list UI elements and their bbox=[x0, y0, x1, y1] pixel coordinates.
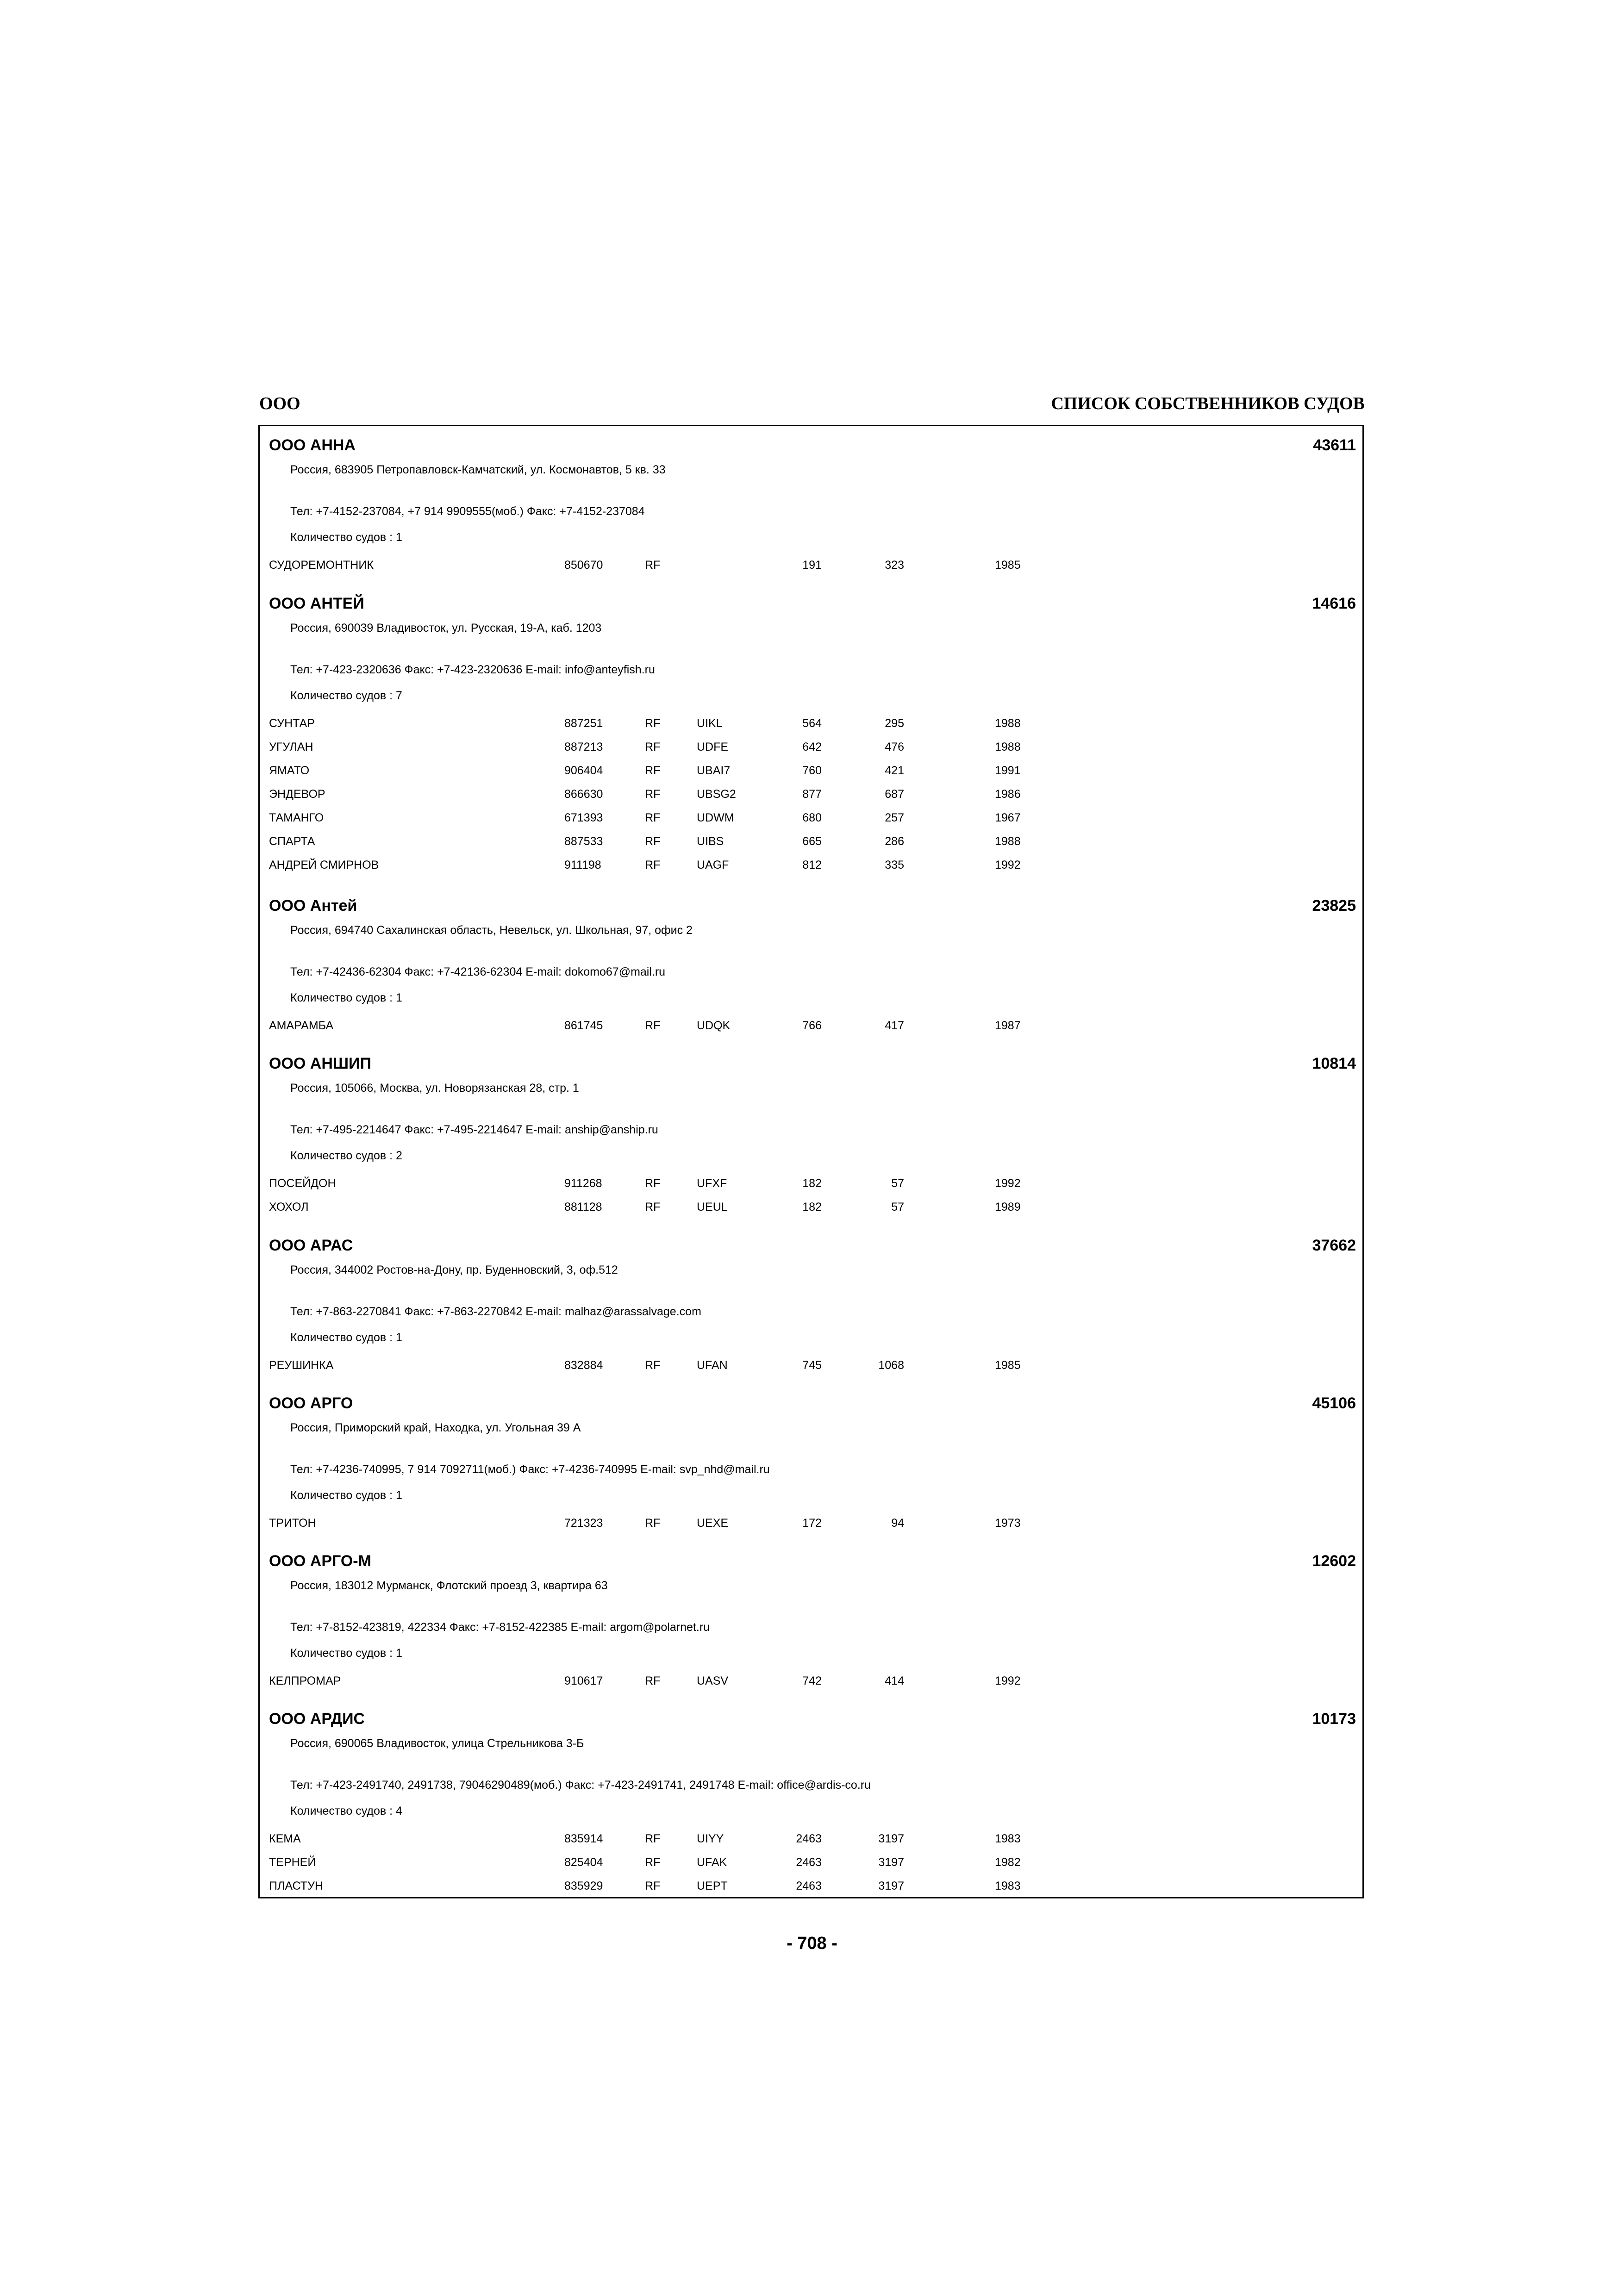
owner-name: ООО АННА bbox=[269, 436, 356, 454]
vessel-year: 1982 bbox=[995, 1856, 1021, 1869]
vessel-callsign: UEXE bbox=[697, 1517, 729, 1530]
vessel-row bbox=[260, 1879, 1362, 1903]
vessel-name: ТРИТОН bbox=[269, 1517, 316, 1530]
vessel-number: 911198 bbox=[564, 859, 601, 871]
owner-name: ООО АНТЕЙ bbox=[269, 595, 364, 612]
vessel-flag: RF bbox=[645, 1177, 661, 1190]
vessel-name: ЯМАТО bbox=[269, 764, 310, 777]
vessel-flag: RF bbox=[645, 811, 661, 824]
vessel-deadweight: 323 bbox=[885, 559, 904, 572]
vessel-callsign: UFXF bbox=[697, 1177, 727, 1190]
vessel-row bbox=[260, 859, 1362, 882]
vessel-callsign: UEPT bbox=[697, 1879, 728, 1892]
vessel-callsign: UIYY bbox=[697, 1832, 724, 1845]
vessel-gross-tonnage: 665 bbox=[802, 835, 822, 848]
vessel-callsign: UDQK bbox=[697, 1019, 731, 1032]
vessel-callsign: UBAI7 bbox=[697, 764, 731, 777]
vessel-year: 1992 bbox=[995, 859, 1021, 871]
owner-address: Россия, Приморский край, Находка, ул. Угольная 39 А bbox=[290, 1421, 581, 1434]
vessel-flag: RF bbox=[645, 1019, 661, 1032]
owner-address: Россия, 344002 Ростов-на-Дону, пр. Буденновский, 3, оф.512 bbox=[290, 1263, 618, 1276]
vessel-deadweight: 3197 bbox=[878, 1856, 904, 1869]
vessel-year: 1985 bbox=[995, 1359, 1021, 1372]
vessel-callsign: UFAK bbox=[697, 1856, 727, 1869]
owner-contact: Тел: +7-4152-237084, +7 914 9909555(моб.) Факс: +7-4152-237084 bbox=[290, 505, 645, 518]
owner-name: ООО Антей bbox=[269, 897, 357, 915]
vessel-deadweight: 286 bbox=[885, 835, 904, 848]
owner-contact: Тел: +7-495-2214647 Факс: +7-495-2214647 E-mail: anship@anship.ru bbox=[290, 1123, 658, 1136]
vessel-name: КЕЛПРОМАР bbox=[269, 1674, 341, 1687]
owner-id: 23825 bbox=[1312, 897, 1356, 915]
vessel-deadweight: 476 bbox=[885, 740, 904, 753]
vessel-name: СУНТАР bbox=[269, 717, 315, 730]
vessel-flag: RF bbox=[645, 1359, 661, 1372]
header-right: СПИСОК СОБСТВЕННИКОВ СУДОВ bbox=[1051, 394, 1365, 413]
vessel-gross-tonnage: 745 bbox=[802, 1359, 822, 1372]
vessel-gross-tonnage: 766 bbox=[802, 1019, 822, 1032]
owner-name: ООО АРГО-М bbox=[269, 1552, 371, 1570]
vessel-flag: RF bbox=[645, 1832, 661, 1845]
vessel-year: 1986 bbox=[995, 788, 1021, 801]
vessel-row bbox=[260, 1832, 1362, 1855]
vessel-deadweight: 257 bbox=[885, 811, 904, 824]
vessel-number: 832884 bbox=[564, 1359, 603, 1372]
owner-name: ООО АНШИП bbox=[269, 1055, 371, 1072]
vessel-count: Количество судов : 1 bbox=[290, 1489, 402, 1502]
vessel-deadweight: 417 bbox=[885, 1019, 904, 1032]
vessel-number: 721323 bbox=[564, 1517, 603, 1530]
vessel-name: ХОХОЛ bbox=[269, 1201, 309, 1213]
vessel-gross-tonnage: 680 bbox=[802, 811, 822, 824]
vessel-deadweight: 335 bbox=[885, 859, 904, 871]
vessel-row bbox=[260, 717, 1362, 740]
vessel-year: 1983 bbox=[995, 1879, 1021, 1892]
owner-name: ООО АРАС bbox=[269, 1237, 353, 1254]
vessel-flag: RF bbox=[645, 1517, 661, 1530]
vessel-number: 835914 bbox=[564, 1832, 603, 1845]
vessel-year: 1988 bbox=[995, 740, 1021, 753]
vessel-number: 866630 bbox=[564, 788, 603, 801]
owner-contact: Тел: +7-423-2320636 Факс: +7-423-2320636 E-mail: info@anteyfish.ru bbox=[290, 663, 655, 676]
vessel-callsign: UDFE bbox=[697, 740, 729, 753]
vessel-year: 1983 bbox=[995, 1832, 1021, 1845]
vessel-callsign: UFAN bbox=[697, 1359, 728, 1372]
vessel-flag: RF bbox=[645, 788, 661, 801]
vessel-gross-tonnage: 182 bbox=[802, 1201, 822, 1213]
vessel-name: ПОСЕЙДОН bbox=[269, 1177, 336, 1190]
vessel-row bbox=[260, 740, 1362, 764]
vessel-gross-tonnage: 642 bbox=[802, 740, 822, 753]
vessel-count: Количество судов : 2 bbox=[290, 1149, 402, 1162]
vessel-number: 906404 bbox=[564, 764, 603, 777]
owner-address: Россия, 105066, Москва, ул. Новорязанская 28, стр. 1 bbox=[290, 1082, 579, 1095]
vessel-number: 887213 bbox=[564, 740, 603, 753]
owner-name: ООО АРГО bbox=[269, 1394, 353, 1412]
vessel-gross-tonnage: 877 bbox=[802, 788, 822, 801]
vessel-gross-tonnage: 742 bbox=[802, 1674, 822, 1687]
vessel-name: АНДРЕЙ СМИРНОВ bbox=[269, 859, 379, 871]
vessel-deadweight: 414 bbox=[885, 1674, 904, 1687]
owner-id: 45106 bbox=[1312, 1394, 1356, 1412]
vessel-gross-tonnage: 564 bbox=[802, 717, 822, 730]
vessel-row bbox=[260, 1177, 1362, 1200]
vessel-name: ТЕРНЕЙ bbox=[269, 1856, 316, 1869]
owner-id: 12602 bbox=[1312, 1552, 1356, 1570]
vessel-number: 861745 bbox=[564, 1019, 603, 1032]
owner-address: Россия, 694740 Сахалинская область, Невельск, ул. Школьная, 97, офис 2 bbox=[290, 924, 693, 937]
vessel-row bbox=[260, 1856, 1362, 1879]
vessel-number: 887533 bbox=[564, 835, 603, 848]
vessel-name: УГУЛАН bbox=[269, 740, 313, 753]
vessel-flag: RF bbox=[645, 1856, 661, 1869]
vessel-year: 1992 bbox=[995, 1177, 1021, 1190]
vessel-row bbox=[260, 1019, 1362, 1042]
header-left: ООО bbox=[259, 394, 300, 413]
owner-id: 10814 bbox=[1312, 1055, 1356, 1072]
vessel-name: ТАМАНГО bbox=[269, 811, 324, 824]
vessel-name: ПЛАСТУН bbox=[269, 1879, 323, 1892]
vessel-callsign: UBSG2 bbox=[697, 788, 736, 801]
vessel-year: 1967 bbox=[995, 811, 1021, 824]
vessel-deadweight: 1068 bbox=[878, 1359, 904, 1372]
vessel-deadweight: 421 bbox=[885, 764, 904, 777]
vessel-flag: RF bbox=[645, 764, 661, 777]
vessel-row bbox=[260, 811, 1362, 834]
owner-contact: Тел: +7-8152-423819, 422334 Факс: +7-8152-422385 E-mail: argom@polarnet.ru bbox=[290, 1621, 710, 1634]
vessel-gross-tonnage: 182 bbox=[802, 1177, 822, 1190]
vessel-row bbox=[260, 1674, 1362, 1698]
owner-name: ООО АРДИС bbox=[269, 1710, 365, 1728]
owners-list-frame bbox=[258, 425, 1364, 1898]
vessel-flag: RF bbox=[645, 835, 661, 848]
vessel-row bbox=[260, 1201, 1362, 1224]
vessel-number: 887251 bbox=[564, 717, 603, 730]
vessel-row bbox=[260, 835, 1362, 858]
vessel-callsign: UIKL bbox=[697, 717, 723, 730]
owner-id: 43611 bbox=[1313, 436, 1356, 454]
vessel-gross-tonnage: 760 bbox=[802, 764, 822, 777]
vessel-year: 1985 bbox=[995, 559, 1021, 572]
vessel-number: 825404 bbox=[564, 1856, 603, 1869]
vessel-callsign: UIBS bbox=[697, 835, 724, 848]
vessel-callsign: UEUL bbox=[697, 1201, 728, 1213]
vessel-row bbox=[260, 1359, 1362, 1382]
vessel-deadweight: 295 bbox=[885, 717, 904, 730]
vessel-number: 671393 bbox=[564, 811, 603, 824]
owner-contact: Тел: +7-423-2491740, 2491738, 79046290489(моб.) Факс: +7-423-2491741, 2491748 E-mail: office@ardis-co.ru bbox=[290, 1779, 871, 1792]
vessel-year: 1988 bbox=[995, 835, 1021, 848]
vessel-flag: RF bbox=[645, 717, 661, 730]
vessel-flag: RF bbox=[645, 559, 661, 572]
vessel-name: РЕУШИНКА bbox=[269, 1359, 334, 1372]
vessel-count: Количество судов : 4 bbox=[290, 1804, 402, 1817]
vessel-count: Количество судов : 1 bbox=[290, 991, 402, 1004]
vessel-number: 911268 bbox=[564, 1177, 602, 1190]
vessel-number: 835929 bbox=[564, 1879, 603, 1892]
page-number: - 708 - bbox=[787, 1934, 837, 1953]
vessel-name: КЕМА bbox=[269, 1832, 301, 1845]
vessel-row bbox=[260, 559, 1362, 582]
vessel-year: 1973 bbox=[995, 1517, 1021, 1530]
vessel-year: 1989 bbox=[995, 1201, 1021, 1213]
vessel-gross-tonnage: 2463 bbox=[796, 1832, 822, 1845]
owner-address: Россия, 683905 Петропавловск-Камчатский, ул. Космонавтов, 5 кв. 33 bbox=[290, 463, 666, 476]
vessel-flag: RF bbox=[645, 740, 661, 753]
vessel-gross-tonnage: 812 bbox=[802, 859, 822, 871]
vessel-gross-tonnage: 2463 bbox=[796, 1856, 822, 1869]
owner-contact: Тел: +7-4236-740995, 7 914 7092711(моб.) Факс: +7-4236-740995 E-mail: svp_nhd@mail.ru bbox=[290, 1463, 770, 1476]
vessel-year: 1987 bbox=[995, 1019, 1021, 1032]
vessel-deadweight: 3197 bbox=[878, 1832, 904, 1845]
vessel-flag: RF bbox=[645, 1674, 661, 1687]
vessel-year: 1992 bbox=[995, 1674, 1021, 1687]
vessel-count: Количество судов : 1 bbox=[290, 1647, 402, 1660]
vessel-callsign: UAGF bbox=[697, 859, 729, 871]
vessel-count: Количество судов : 7 bbox=[290, 689, 402, 702]
vessel-name: СПАРТА bbox=[269, 835, 315, 848]
vessel-deadweight: 57 bbox=[891, 1177, 904, 1190]
vessel-deadweight: 687 bbox=[885, 788, 904, 801]
vessel-count: Количество судов : 1 bbox=[290, 531, 402, 544]
vessel-gross-tonnage: 2463 bbox=[796, 1879, 822, 1892]
vessel-flag: RF bbox=[645, 1201, 661, 1213]
vessel-deadweight: 3197 bbox=[878, 1879, 904, 1892]
vessel-flag: RF bbox=[645, 859, 661, 871]
vessel-row bbox=[260, 1517, 1362, 1540]
owner-contact: Тел: +7-42436-62304 Факс: +7-42136-62304 E-mail: dokomo67@mail.ru bbox=[290, 965, 666, 978]
vessel-name: ЭНДЕВОР bbox=[269, 788, 325, 801]
vessel-year: 1991 bbox=[995, 764, 1021, 777]
owner-address: Россия, 690065 Владивосток, улица Стрельникова 3-Б bbox=[290, 1737, 584, 1750]
vessel-deadweight: 57 bbox=[891, 1201, 904, 1213]
owner-id: 37662 bbox=[1312, 1237, 1356, 1254]
vessel-number: 881128 bbox=[564, 1201, 602, 1213]
vessel-flag: RF bbox=[645, 1879, 661, 1892]
owner-id: 14616 bbox=[1312, 595, 1356, 612]
vessel-number: 910617 bbox=[564, 1674, 603, 1687]
vessel-row bbox=[260, 764, 1362, 787]
vessel-name: СУДОРЕМОНТНИК bbox=[269, 559, 374, 572]
vessel-gross-tonnage: 172 bbox=[802, 1517, 822, 1530]
vessel-callsign: UASV bbox=[697, 1674, 729, 1687]
vessel-name: АМАРАМБА bbox=[269, 1019, 334, 1032]
vessel-deadweight: 94 bbox=[891, 1517, 904, 1530]
vessel-gross-tonnage: 191 bbox=[802, 559, 822, 572]
vessel-callsign: UDWM bbox=[697, 811, 734, 824]
vessel-year: 1988 bbox=[995, 717, 1021, 730]
vessel-row bbox=[260, 788, 1362, 811]
owner-address: Россия, 183012 Мурманск, Флотский проезд 3, квартира 63 bbox=[290, 1579, 608, 1592]
vessel-number: 850670 bbox=[564, 559, 603, 572]
vessel-count: Количество судов : 1 bbox=[290, 1331, 402, 1344]
owner-contact: Тел: +7-863-2270841 Факс: +7-863-2270842 E-mail: malhaz@arassalvage.com bbox=[290, 1305, 701, 1318]
owner-address: Россия, 690039 Владивосток, ул. Русская, 19-А, каб. 1203 bbox=[290, 622, 602, 635]
owner-id: 10173 bbox=[1312, 1710, 1356, 1728]
